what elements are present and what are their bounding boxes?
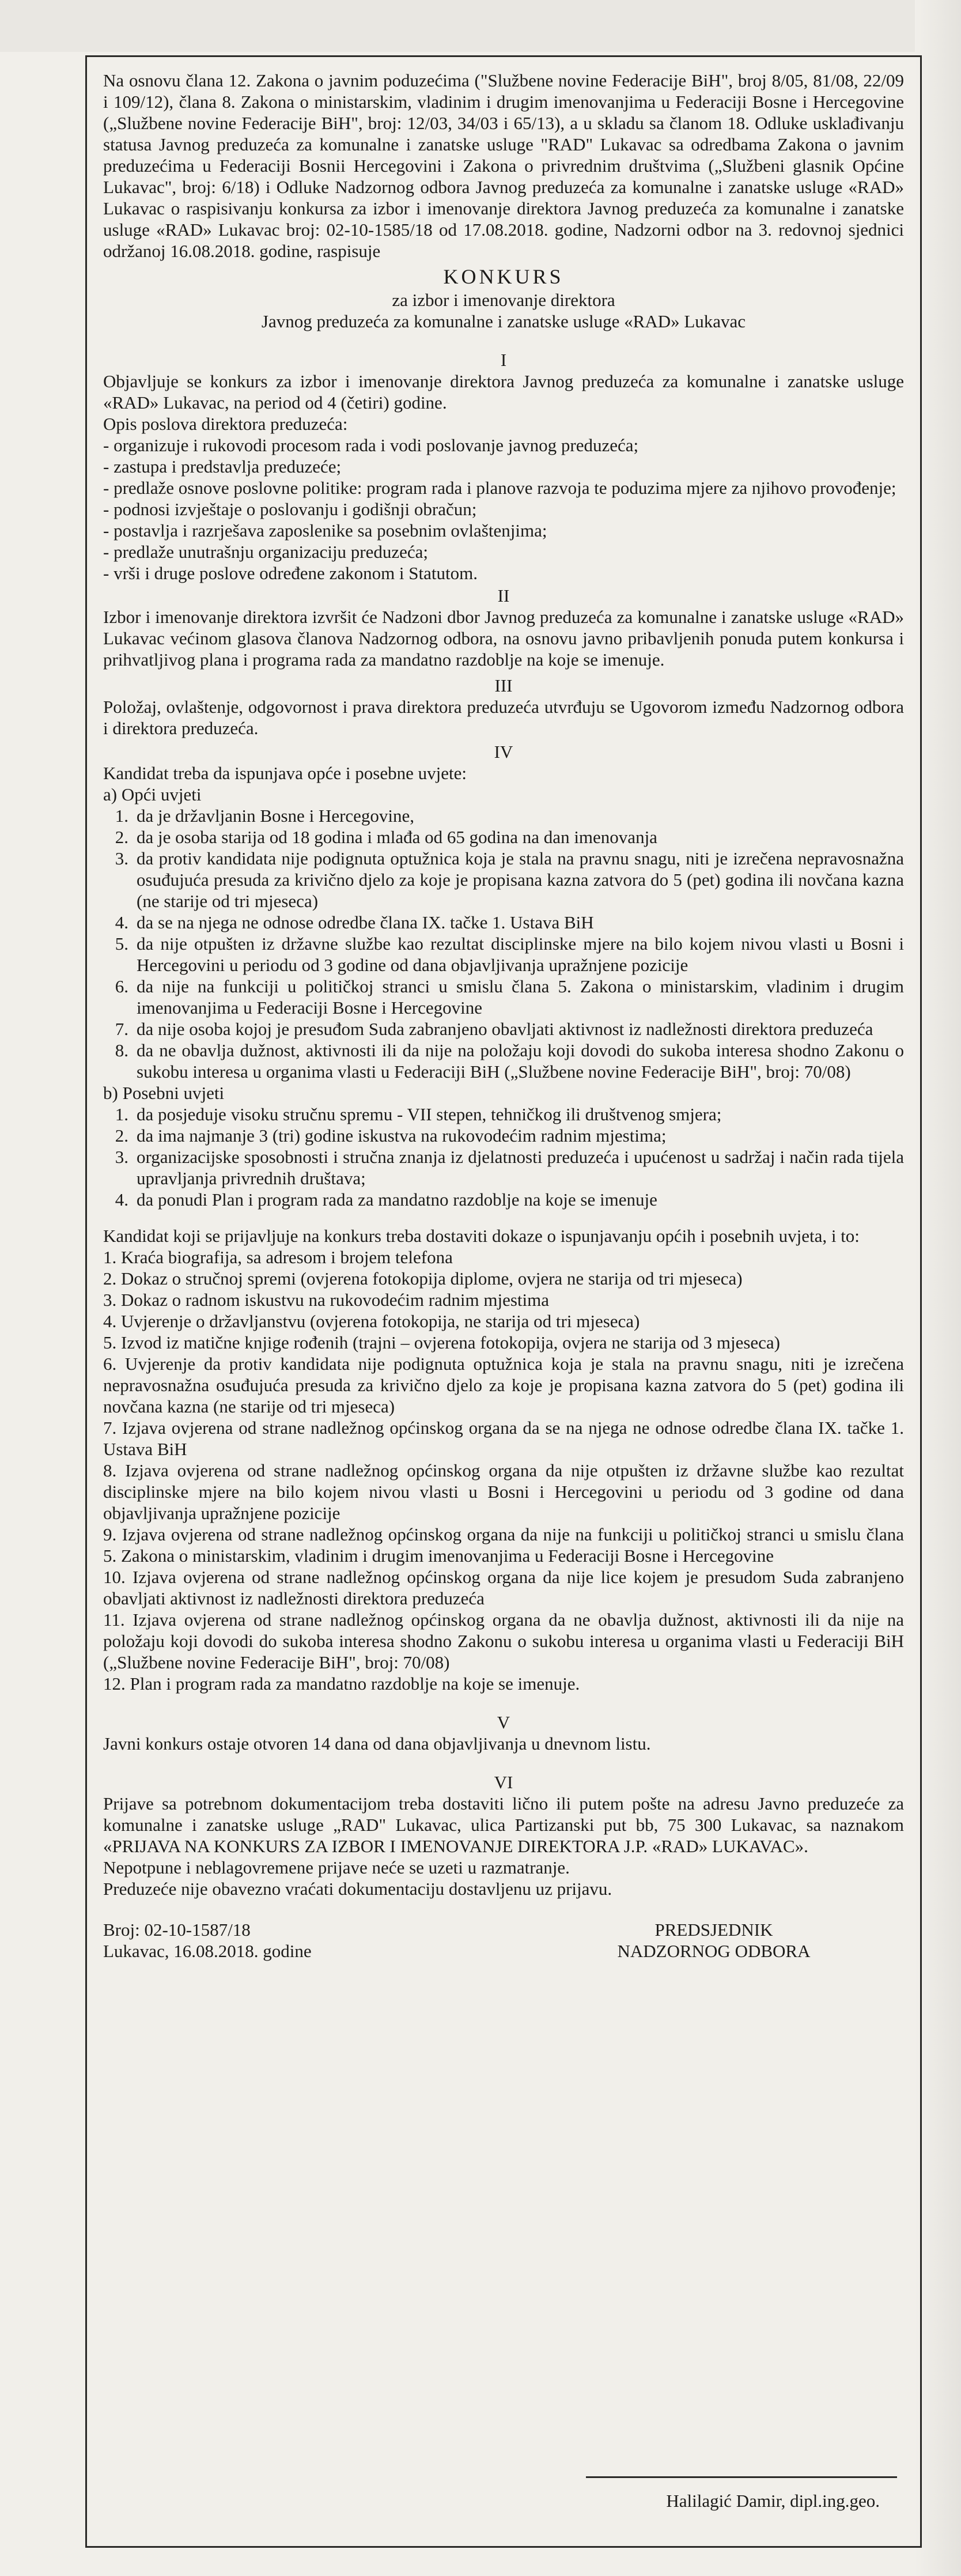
duty-item: - organizuje i rukovodi procesom rada i vodi poslovanje javnog preduzeća; bbox=[103, 435, 639, 455]
section-vi-note-2: Preduzeće nije obavezno vraćati dokumentaciju dostavljenu uz prijavu. bbox=[103, 1879, 612, 1899]
document-item: 2. Dokaz o stručnoj spremi (ovjerena fotokopija diplome, ovjera ne starija od tri mjeseca) bbox=[103, 1268, 743, 1289]
general-conditions-list bbox=[103, 805, 904, 1082]
document-item: 11. Izjava ovjerena od strane nadležnog općinskog organa da ne obavlja dužnost, aktivnosti ili da nije na položaju koji dovodi do sukoba interesa shodno Zakonu o sukobu interesa u organima vlasti u Federaciji BiH („Službene novine Federacije BiH", broj: 70/08) bbox=[103, 1610, 904, 1672]
list-item: 1. da je državljanin Bosne i Hercegovine, bbox=[115, 806, 415, 826]
duty-item: - vrši i druge poslove određene zakonom i Statutom. bbox=[103, 563, 478, 583]
signatory-role-2: NADZORNOG ODBORA bbox=[617, 1941, 811, 1961]
general-conditions-label: a) Opći uvjeti bbox=[103, 784, 202, 804]
section-number-vi: VI bbox=[494, 1772, 513, 1792]
list-item: 4. da ponudi Plan i program rada za mandatno razdoblje na koje se imenuje bbox=[115, 1189, 657, 1210]
section-v-text: Javni konkurs ostaje otvoren 14 dana od dana objavljivanja u dnevnom listu. bbox=[103, 1733, 651, 1754]
preamble: Na osnovu člana 12. Zakona o javnim poduzećima ("Službene novine Federacije BiH", broj 8/05, 81/08, 22/09 i 109/12), člana 8. Zakona o ministarskim, vladinim i drugim imenovanjima u Federaciji Bosne i Hercegovine („Službene novine Federacije BiH", broj: 12/03, 34/03 i 65/13), a u skladu sa članom 18. Odluke usklađivanju statusa Javnog preduzeća za komunalne i zanatske usluge "RAD" Lukavac sa odredbama Zakona o javnim preduzećima u Federaciji Bosnii Hercegovini i Zakona o privrednim društvima („Službeni glasnik Općine Lukavac", broj: 6/18) i Odluke Nadzornog odbora Javnog preduzeća za komunalne i zanatske usluge «RAD» Lukavac o raspisivanju konkursa za izbor i imenovanje direktora Javnog preduzeća za komunalne i zanatske usluge «RAD» Lukavac broj: 02-10-1585/18 od 17.08.2018. godine, Nadzorni odbor na 3. redovnoj sjednici održanoj 16.08.2018. godine, raspisuje bbox=[103, 70, 904, 261]
signatory-title bbox=[564, 1919, 864, 1962]
document-item: 8. Izjava ovjerena od strane nadležnog općinskog organa da nije otpušten iz državne službe kao rezultat disciplinske mjere na bilo kojem nivou vlasti u Bosni i Hercegovini u periodu od 3 godine od dana objavljivanja upražnjene pozicije bbox=[103, 1460, 904, 1523]
konkurs-notice bbox=[85, 55, 922, 2548]
list-item: 3. organizacijske sposobnosti i stručna znanja iz djelatnosti preduzeća i upućenost u sadržaj i način rada tijela upravljanja privrednih društava; bbox=[115, 1147, 904, 1188]
section-number-v: V bbox=[497, 1712, 510, 1732]
document-item: 6. Uvjerenje da protiv kandidata nije podignuta optužnica koja je stala na pravnu snagu, niti je izrečena nepravosnažna osuđujuća presuda za krivično djelo za koje je propisana kazna zatvora do 5 (pet) godina ili novčana kazna (ne starije od tri mjeseca) bbox=[103, 1354, 904, 1417]
documents-intro: Kandidat koji se prijavljuje na konkurs treba dostaviti dokaze o ispunjavanju općih i posebnih uvjeta, i to: bbox=[103, 1226, 860, 1246]
signatory-role-1: PREDSJEDNIK bbox=[654, 1920, 773, 1940]
duty-item: - predlaže unutrašnju organizaciju preduzeća; bbox=[103, 542, 429, 562]
signature-line bbox=[586, 2476, 897, 2478]
list-item: 5. da nije otpušten iz državne službe kao rezultat disciplinske mjere na bilo kojem nivou vlasti u Bosni i Hercegovini u periodu od 3 godine od dana objavljivanja upražnjene pozicije bbox=[115, 934, 904, 975]
section-vi-text: Prijave sa potrebnom dokumentacijom treba dostaviti lično ili putem pošte na adresu Javno preduzeće za komunalne i zanatske usluge „RAD" Lukavac, ulica Partizanski put bb, 75 300 Lukavac, sa naznakom «PRIJAVA NA KONKURS ZA IZBOR I IMENOVANJE DIREKTORA J.P. «RAD» LUKAVAC». bbox=[103, 1793, 904, 1856]
document-item: 10. Izjava ovjerena od strane nadležnog općinskog organa da nije lice kojem je presudom Suda zabranjeno obavljati aktivnost iz nadležnosti direktora preduzeća bbox=[103, 1567, 904, 1608]
list-item: 7. da nije osoba kojoj je presuđom Suda zabranjeno obavljati aktivnost iz nadležnosti direktora preduzeća bbox=[115, 1019, 873, 1039]
list-item: 4. da se na njega ne odnose odredbe člana IX. tačke 1. Ustava BiH bbox=[115, 912, 594, 932]
list-item: 2. da ima najmanje 3 (tri) godine iskustva na rukovodećim radnim mjestima; bbox=[115, 1125, 667, 1146]
adjacent-page-edge bbox=[0, 0, 961, 52]
page-shadow bbox=[915, 0, 961, 2576]
document-item: 5. Izvod iz matične knjige rođenih (trajni – ovjerena fotokopija, ovjera ne starija od 3 mjeseca) bbox=[103, 1332, 780, 1353]
signature-block bbox=[103, 1919, 904, 1962]
list-item: 8. da ne obavlja dužnost, aktivnosti ili da nije na položaju koji dovodi do sukoba interesa shodno Zakonu o sukobu interesa u organima vlasti u Federaciji BiH („Službene novine Federacije BiH", broj: 70/08) bbox=[115, 1040, 904, 1082]
place-date: Lukavac, 16.08.2018. godine bbox=[103, 1941, 312, 1961]
documents-list bbox=[103, 1247, 904, 1694]
section-number-iv: IV bbox=[494, 742, 513, 762]
document-item: 12. Plan i program rada za mandatno razdoblje na koje se imenuje. bbox=[103, 1674, 580, 1694]
list-item: 6. da nije na funkciji u političkoj stranci u smislu člana 5. Zakona o ministarskim, vladinim i drugim imenovanjima u Federaciji Bosne i Hercegovine bbox=[115, 976, 904, 1018]
duty-item: - podnosi izvještaje o poslovanju i godišnji obračun; bbox=[103, 499, 477, 519]
special-conditions-list bbox=[103, 1104, 904, 1210]
signatory-name: Halilagić Damir, dipl.ing.geo. bbox=[666, 2491, 880, 2511]
duty-item: - postavlja i razrješava zaposlenike sa posebnim ovlaštenjima; bbox=[103, 520, 547, 541]
section-vi-note-1: Nepotpune i neblagovremene prijave neće se uzeti u razmatranje. bbox=[103, 1857, 570, 1878]
duties-heading: Opis poslova direktora preduzeća: bbox=[103, 414, 348, 434]
spacer bbox=[103, 1210, 904, 1225]
duty-item: - zastupa i predstavlja preduzeće; bbox=[103, 456, 342, 477]
reference-number: Broj: 02-10-1587/18 bbox=[103, 1920, 251, 1940]
document-item: 7. Izjava ovjerena od strane nadležnog općinskog organa da se na njega ne odnose odredbe člana IX. tačke 1. Ustava BiH bbox=[103, 1418, 904, 1459]
section-ii-text: Izbor i imenovanje direktora izvršit će Nadzoni dbor Javnog preduzeća za komunalne i zanatske usluge «RAD» Lukavac većinom glasova članova Nadzornog odbora, na osnovu javno pribavljenih ponuda putem konkursa i prihvatljivog plana i programa rada za mandatno razdoblje na koje se imenuje. bbox=[103, 607, 904, 670]
section-i-intro: Objavljuje se konkurs za izbor i imenovanje direktora Javnog preduzeća za komunalne i zanatske usluge «RAD» Lukavac, na period od 4 (četiri) godine. bbox=[103, 371, 904, 413]
section-number-i: I bbox=[500, 350, 507, 370]
list-item: 3. da protiv kandidata nije podignuta optužnica koja je stala na pravnu snagu, niti je izrečena nepravosnažna osuđujuća presuda za krivično djelo za koje je propisana kazna zatvora do 5 (pet) godina ili novčana kazna (ne starije od tri mjeseca) bbox=[115, 848, 904, 911]
list-item: 2. da je osoba starija od 18 godina i mlađa od 65 godina na dan imenovanja bbox=[115, 827, 657, 847]
document-item: 1. Kraća biografija, sa adresom i brojem telefona bbox=[103, 1247, 453, 1267]
list-item: 1. da posjeduje visoku stručnu spremu - VII stepen, tehničkog ili društvenog smjera; bbox=[115, 1104, 722, 1124]
section-number-ii: II bbox=[497, 586, 510, 606]
duties-list bbox=[103, 435, 904, 584]
special-conditions-label: b) Posebni uvjeti bbox=[103, 1083, 225, 1103]
document-item: 3. Dokaz o radnom iskustvu na rukovodećim radnim mjestima bbox=[103, 1290, 549, 1310]
notice-subtitle-2: Javnog preduzeća za komunalne i zanatske usluge «RAD» Lukavac bbox=[261, 311, 746, 331]
section-number-iii: III bbox=[494, 675, 513, 696]
document-item: 9. Izjava ovjerena od strane nadležnog općinskog organa da nije na funkciji u političkoj stranci u smislu člana 5. Zakona o ministarskim, vladinim i drugim imenovanjima u Federaciji Bosne i Hercegovine bbox=[103, 1524, 904, 1566]
reference-block bbox=[103, 1919, 312, 1962]
notice-subtitle-1: za izbor i imenovanje direktora bbox=[392, 290, 615, 310]
conditions-intro: Kandidat treba da ispunjava opće i posebne uvjete: bbox=[103, 763, 467, 783]
duty-item: - predlaže osnove poslovne politike: program rada i planove razvoja te poduzima mjere za njihovo provođenje; bbox=[103, 478, 896, 498]
notice-title: KONKURS bbox=[443, 265, 564, 288]
document-item: 4. Uvjerenje o državljanstvu (ovjerena fotokopija, ne starija od tri mjeseca) bbox=[103, 1311, 640, 1331]
section-iii-text: Položaj, ovlaštenje, odgovornost i prava direktora preduzeća utvrđuju se Ugovorom između Nadzornog odbora i direktora preduzeća. bbox=[103, 697, 904, 738]
